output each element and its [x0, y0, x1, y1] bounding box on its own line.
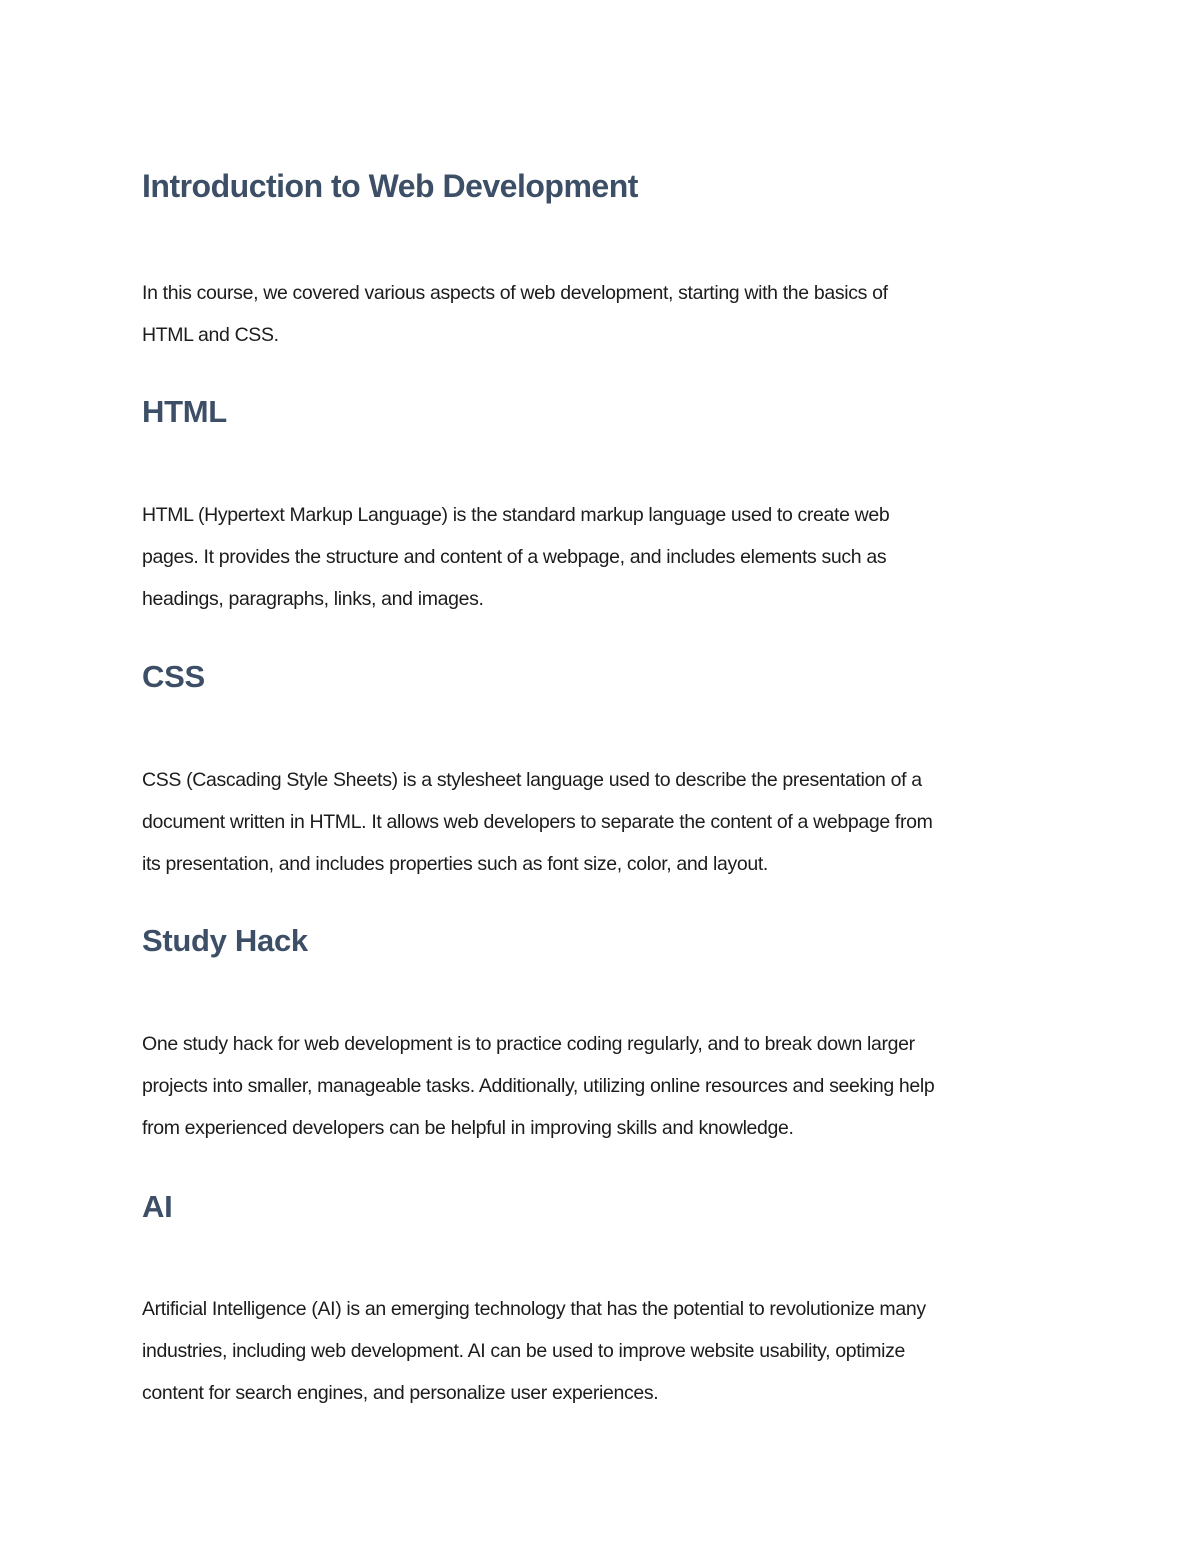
paragraph-line: pages. It provides the structure and content of a webpage, and includes elements such as	[142, 546, 887, 568]
paragraph-line: from experienced developers can be helpful in improving skills and knowledge.	[142, 1117, 794, 1139]
section-heading-ai: AI	[142, 1189, 173, 1224]
paragraph-line: industries, including web development. AI can be used to improve website usability, optimize	[142, 1340, 906, 1362]
paragraph-line: One study hack for web development is to practice coding regularly, and to break down larger	[142, 1033, 915, 1055]
paragraph-line: HTML (Hypertext Markup Language) is the standard markup language used to create web	[142, 504, 890, 526]
paragraph-line: document written in HTML. It allows web developers to separate the content of a webpage from	[142, 811, 933, 833]
paragraph-line: headings, paragraphs, links, and images.	[142, 588, 484, 610]
paragraph-line: In this course, we covered various aspects of web development, starting with the basics of	[142, 282, 888, 304]
section-paragraph-css	[142, 759, 1062, 885]
paragraph-line: its presentation, and includes properties such as font size, color, and layout.	[142, 853, 768, 875]
paragraph-line: projects into smaller, manageable tasks. Additionally, utilizing online resources and seeking help	[142, 1075, 935, 1097]
section-heading-css: CSS	[142, 659, 205, 694]
section-heading-html: HTML	[142, 394, 227, 429]
document-title: Introduction to Web Development	[142, 168, 638, 204]
section-paragraph-html	[142, 494, 1062, 620]
paragraph-line: HTML and CSS.	[142, 324, 279, 346]
intro-paragraph	[142, 272, 1062, 356]
section-paragraph-ai	[142, 1288, 1062, 1414]
section-heading-study-hack: Study Hack	[142, 923, 308, 958]
section-paragraph-study-hack	[142, 1023, 1062, 1149]
paragraph-line: Artificial Intelligence (AI) is an emerging technology that has the potential to revolutionize many	[142, 1298, 926, 1320]
paragraph-line: content for search engines, and personalize user experiences.	[142, 1382, 659, 1404]
paragraph-line: CSS (Cascading Style Sheets) is a stylesheet language used to describe the presentation of a	[142, 769, 922, 791]
